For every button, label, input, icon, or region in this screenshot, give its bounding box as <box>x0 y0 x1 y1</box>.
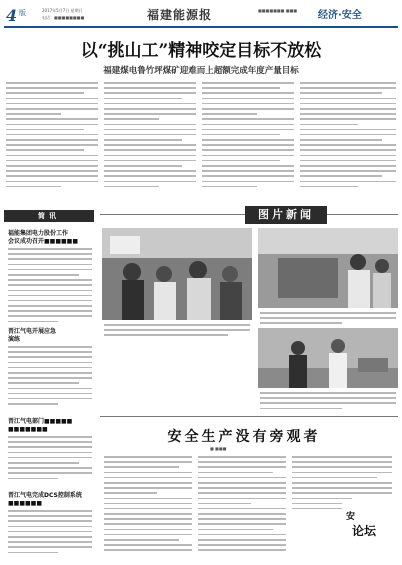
forum-label-prefix: 安 <box>346 512 356 522</box>
brief-body-1 <box>8 248 92 326</box>
brief-title-1: 福能集团电力股份工作 会议成功召开■■■■■■ <box>8 230 79 245</box>
issue-date: 2017年5月7日 星期日 <box>42 8 83 13</box>
briefs-tag: 简讯 <box>4 210 94 222</box>
photo-news-banner: 图片新闻 <box>245 206 327 224</box>
safety-column-2 <box>198 456 286 555</box>
safety-byline: ■ ■■■ <box>210 446 227 451</box>
photo-caption-1 <box>104 324 250 340</box>
brief-body-3 <box>8 436 92 483</box>
photo-staff-demonstration-image <box>258 328 398 388</box>
brief-title-2: 晋江气电开展应急 演练 <box>8 328 57 343</box>
photo-workers-meeting <box>102 228 252 320</box>
brief-title-4: 晋江气电完成DCS控制系统 ■■■■■■ <box>8 492 82 507</box>
article-column-4 <box>300 82 396 191</box>
photo-staff-demonstration <box>258 328 398 388</box>
forum-label: 论坛 <box>352 524 377 538</box>
header-meta: ■■■■■■■ ■■■ <box>258 8 298 13</box>
photo-equipment-inspection-image <box>258 228 398 308</box>
article-column-2 <box>104 82 196 191</box>
page-number: 4 <box>6 6 18 25</box>
photo-caption-2 <box>260 312 396 328</box>
photo-equipment-inspection <box>258 228 398 308</box>
briefs-column <box>4 210 94 560</box>
main-subhead: 福建煤电鲁竹坪煤矿迎难而上超额完成年度产量目标 <box>103 66 299 76</box>
safety-column-1 <box>104 456 192 555</box>
photo-caption-3 <box>260 392 396 413</box>
article-column-3 <box>202 82 294 191</box>
page-number-label: 版 <box>19 9 26 17</box>
brief-body-4 <box>8 510 92 557</box>
photo-workers-meeting-image <box>102 228 252 320</box>
main-headline: 以“挑山工”精神咬定目标不放松 <box>80 41 322 61</box>
safety-headline: 安全生产没有旁观者 <box>167 429 321 445</box>
section-name: 经济·安全 <box>318 10 362 21</box>
safety-column-3 <box>292 456 392 513</box>
header-rule <box>4 26 398 28</box>
page-header <box>0 0 402 30</box>
brief-body-2 <box>8 346 92 408</box>
brief-title-3: 晋江气电部门■■■■■ ■■■■■■■ <box>8 418 73 433</box>
article-column-1 <box>6 82 98 191</box>
editor-line: 电话：■■■■■■■■ <box>42 15 85 20</box>
safety-rule-top <box>100 416 398 417</box>
masthead: 福建能源报 <box>147 8 213 22</box>
